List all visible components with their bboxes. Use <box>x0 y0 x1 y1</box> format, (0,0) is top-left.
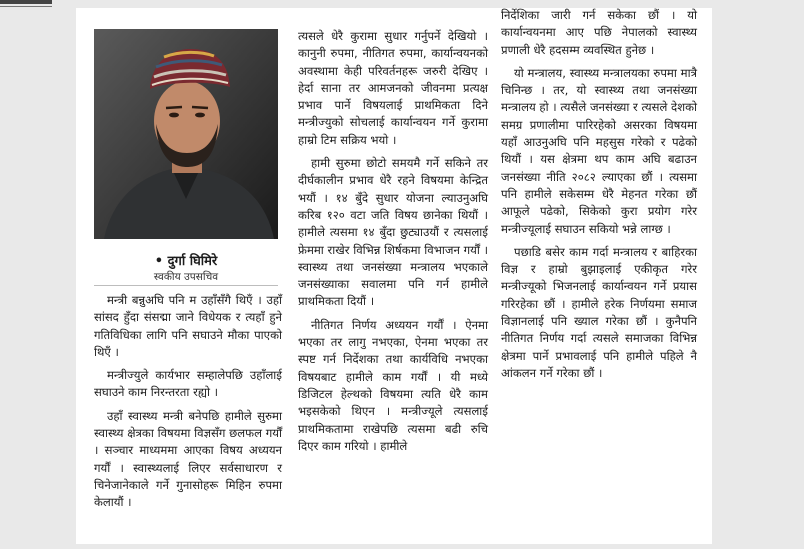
paragraph: मन्त्री बन्नुअघि पनि म उहाँसँगै थिएँ । उहाँ सांसद हुँदा संसद्मा जाने विधेयक र त्यहाँ हुने गतिविधिका लागि पनि सघाउने मौका पाएको थिएँ । <box>94 293 282 359</box>
author-photo <box>94 29 278 239</box>
article-column-1 <box>94 292 282 518</box>
paragraph: उहाँ स्वास्थ्य मन्त्री बनेपछि हामीले सुरुमा स्वास्थ्य क्षेत्रका विषयमा विज्ञसँग छलफल गर्यौं । सञ्चार माध्यममा आएका विषय अध्ययन गर्यौं । स्वास्थ्यलाई लिएर सर्वसाधारण र चिनेजानेकाले गर्ने गुनासोहरू मिहिन रुपमा केलायौं । <box>94 408 282 510</box>
top-border-line <box>0 0 52 4</box>
paragraph: मन्त्रीज्युले कार्यभार सम्हालेपछि उहाँलाई सघाउने काम निरन्तरता रह्यो । <box>94 368 282 400</box>
paragraph: यो मन्त्रालय, स्वास्थ्य मन्त्रालयका रुपमा मात्रै चिनिन्छ । तर, यो स्वास्थ्य तथा जनसंख्या मन्त्रालय हो । त्यसैले जनसंख्या र त्यसले देशको समग्र प्रणालीमा पारिरहेको असरका विषयमा यहाँ आउनुअघि पनि महसुस गरेको र पढेको थियौं । यस क्षेत्रमा थप काम अघि बढाउन जनसंख्या नीति २०८२ ल्याएका छौं । त्यसमा पनि हामीले सकेसम्म धेरै मेहनत गरेका छौं आफूले पढेको, सिकेको कुरा प्रयोग गरेर मन्त्रीज्यूलाई सघाउन सकियो भन्ने लाग्छ । <box>501 65 697 236</box>
article-column-2 <box>298 28 488 461</box>
paragraph: नीतिगत निर्णय अध्ययन गर्यौं । ऐनमा भएका तर लागु नभएका, ऐनमा भएका तर स्पष्ट गर्न निर्देशका तथा कार्यविधि नभएका विषयबाट हामीले काम गर्यौं । यी मध्ये डिजिटल हेल्थको विषयमा त्यति धेरै काम भइसकेको थिएन । मन्त्रीज्यूले त्यसलाई प्राथमिकतामा राखेपछि त्यसमा बढी रुचि दिएर काम गरियो । हामीले <box>298 317 488 453</box>
paragraph: निर्देशिका जारी गर्न सकेका छौं । यो कार्यान्वयनमा आए पछि नेपालको स्वास्थ्य प्रणाली धेरै हदसम्म व्यवस्थित हुनेछ । <box>501 8 697 57</box>
paragraph: पछाडि बसेर काम गर्दा मन्त्रालय र बाहिरका विज्ञ र हाम्रो बुझाइलाई एकीकृत गरेर मन्त्रीज्यूको भिजनलाई कार्यान्वयन गर्ने प्रयास गरिरहेका छौं । हामीले हरेक निर्णयमा समाज विज्ञानलाई पनि ख्याल गरेका छौं । कुनैपनि नीतिगत निर्णय गर्दा त्यसले समाजका विभिन्न क्षेत्रमा पार्ने प्रभावलाई पनि हामीले पहिले नै आंकलन गर्ने गरेका छौं । <box>501 244 697 380</box>
author-name: • दुर्गा घिमिरे <box>154 254 218 269</box>
byline-divider <box>94 285 278 286</box>
author-byline <box>94 254 278 284</box>
author-portrait-image <box>94 29 278 239</box>
article-page <box>76 8 712 544</box>
paragraph: हामी सुरुमा छोटो समयमै गर्ने सकिने तर दीर्घकालीन प्रभाव धेरै रहने विषयमा केन्द्रित भयौं । १४ बुँदे सुधार योजना ल्याउनुअघि करिब १२० वटा जति विषय छानेका थियौं । हामीले त्यसमा १४ बुँदा छुट्याउयौं र त्यसलाई फ्रेममा राखेर विभिन्न शिर्षकमा विभाजन गर्यौं । स्वास्थ्य तथा जनसंख्या मन्त्रालय भएकाले जनसंख्याका सवालमा पनि गर्न हामीले प्राथमिकता दियौं । <box>298 156 488 309</box>
article-column-3 <box>501 7 697 388</box>
top-border-line-thin <box>0 6 52 7</box>
author-name-text: दुर्गा घिमिरे <box>167 254 218 269</box>
author-role: स्वकीय उपसचिव <box>153 271 219 283</box>
paragraph: त्यसले धेरै कुरामा सुधार गर्नुपर्ने देखियो । कानुनी रुपमा, नीतिगत रुपमा, कार्यान्वयनको अवस्थामा केही परिवर्तनहरू जरुरी देखिए । हेर्दा साना तर आमजनको जीवनमा प्रत्यक्ष प्रभाव पार्ने विषयलाई प्राथमिकता दिने मन्त्रीज्युको सोचलाई कार्यान्वयन गर्ने कुरामा हाम्रो टिम सक्रिय भयो । <box>298 29 488 147</box>
